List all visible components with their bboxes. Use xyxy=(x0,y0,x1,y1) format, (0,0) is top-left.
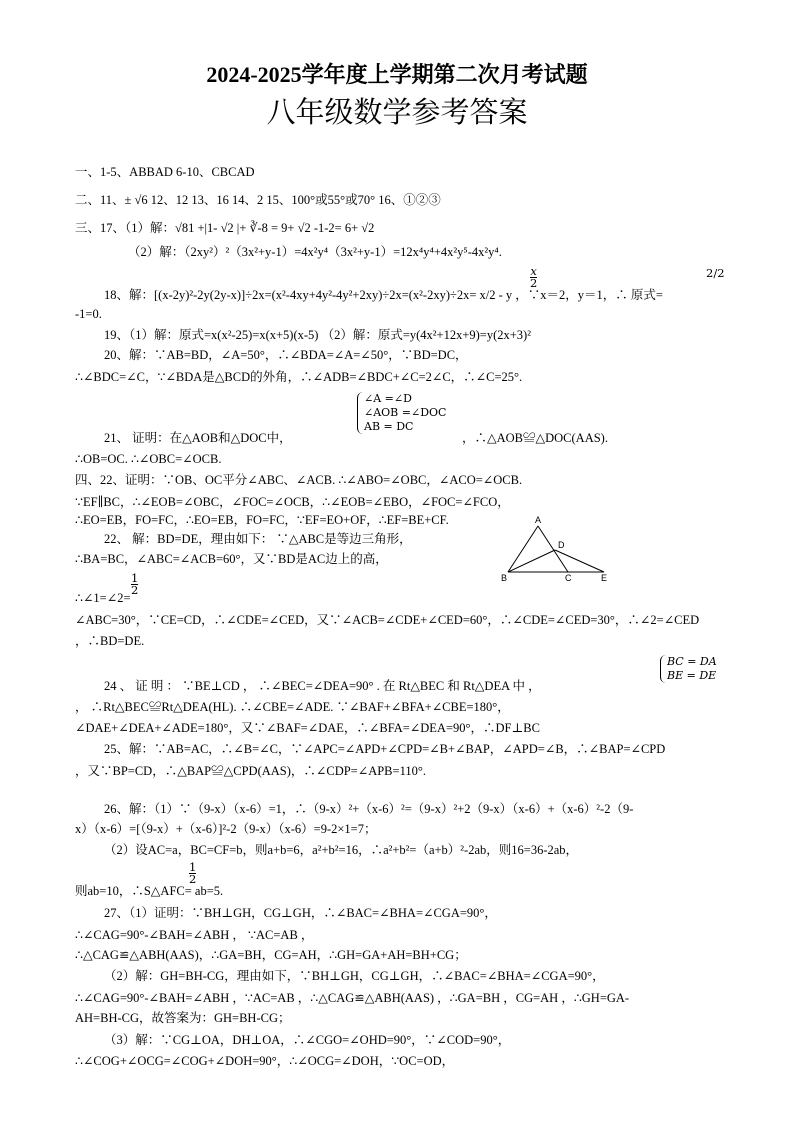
fraction-2-over-2: 2/2 xyxy=(706,266,725,280)
answer-line: 四、22、证明：∵OB、OC平分∠ABC、∠ACB. ∴∠ABO=∠OBC，∠ACO=∠OCB. xyxy=(75,473,523,487)
triangle-figure xyxy=(500,514,616,584)
answer-line: （2）解：GH=BH-CG，理由如下，∵BH⊥GH，CG⊥GH，∴∠BAC=∠BHA=∠CGA=90°， xyxy=(104,969,605,983)
answer-line: 27、（1）证明：∵BH⊥GH，CG⊥GH，∴∠BAC=∠BHA=∠CGA=90°， xyxy=(104,906,497,920)
vertex-label: C xyxy=(565,573,572,583)
q21-condition-system xyxy=(357,392,446,434)
answer-line: 二、11、± √6 12、12 13、16 14、2 15、100°或55°或70° 16、①②③ xyxy=(75,193,441,207)
exam-title: 2024-2025学年度上学期第二次月考试题 xyxy=(206,62,588,87)
answer-line: -1=0. xyxy=(75,307,102,321)
answer-line: 三、17、（1）解：√81 +|1- √2 |+ ∛-8 = 9+ √2 -1-2= 6+ √2 xyxy=(75,221,375,235)
answer-line: ∴OB=OC. ∴∠OBC=∠OCB. xyxy=(75,452,222,466)
fraction-x-over-2: $\frac{x}{2}$ xyxy=(530,264,538,290)
answer-line: ∴∠BDC=∠C，∵∠BDA是△BCD的外角，∴∠ADB=∠BDC+∠C=2∠C，∴∠C=25°. xyxy=(75,370,523,384)
answer-line: AH=BH-CG，故答案为：GH=BH-CG； xyxy=(75,1011,291,1025)
answer-line: （2）解：（2xy²）²（3x²+y-1）=4x²y⁴（3x²+y-1）=12x⁴y⁴+4x²y⁵-4x²y⁴. xyxy=(128,245,502,259)
answer-line: 18、解：[(x-2y)²-2y(2y-x)]÷2x=(x²-4xy+4y²-4y²+2xy)÷2x=(x²-2xy)÷2x= x/2 - y ，∵x＝2，y＝1，∴ 原式= xyxy=(104,288,663,302)
answer-line: 26、解：（1）∵（9-x）（x-6）=1，∴（9-x）²+（x-6）²=（9-x）²+2（9-x）（x-6）+（x-6）²-2（9- xyxy=(104,802,634,816)
fraction-half: $\frac{1}{2}$ xyxy=(131,571,139,597)
answer-line: ，∴BD=DE. xyxy=(75,634,145,648)
system-eq: ∠A =∠D xyxy=(364,392,412,405)
vertex-label: B xyxy=(501,573,508,583)
system-eq: AB = DC xyxy=(364,420,414,433)
answer-line: 19、（1）解：原式=x(x²-25)=x(x+5)(x-5) （2）解：原式=y(4x²+12x+9)=y(2x+3)² xyxy=(104,328,531,342)
answer-line: ∴∠CAG=90°-∠BAH=∠ABH ， ∵AC=AB ， xyxy=(75,928,314,942)
answer-line: ∴BA=BC，∠ABC=∠ACB=60°，又∵BD是AC边上的高， xyxy=(75,552,388,566)
answer-line: 24 、 证 明 ： ∵BE⊥CD ， ∴∠BEC=∠DEA=90° . 在 Rt△BEC 和 Rt△DEA 中 ， xyxy=(104,679,541,693)
answer-line: ∴∠CAG=90°-∠BAH=∠ABH ，∵AC=AB ，∴△CAG≌△ABH(AAS) ，∴GA=BH ，CG=AH ，∴GH=GA- xyxy=(75,991,630,1005)
system-eq: BE = DE xyxy=(667,669,717,682)
answer-line: 20、解：∵AB=BD，∠A=50°，∴∠BDA=∠A=∠50°，∵BD=DC， xyxy=(104,348,468,362)
answer-line: x）（x-6）=[（9-x）+（x-6）]²-2（9-x）（x-6）=9-2×1=7； xyxy=(75,822,377,836)
system-eq: ∠AOB =∠DOC xyxy=(364,406,447,419)
answer-line: 21、 证明：在△AOB和△DOC中， xyxy=(104,431,292,445)
answer-line: 一、1-5、ABBAD 6-10、CBCAD xyxy=(75,165,255,179)
answer-line: ∴△CAG≌△ABH(AAS)，∴GA=BH，CG=AH，∴GH=GA+AH=BH+CG； xyxy=(75,948,467,962)
answer-key-title: 八年级数学参考答案 xyxy=(266,95,528,129)
answer-line: ，又∵BP=CD，∴△BAP≌△CPD(AAS)，∴∠CDP=∠APB=110°. xyxy=(75,764,426,778)
answer-line: ，∴△AOB≌△DOC(AAS). xyxy=(462,431,608,445)
answer-line: ∴EO=EB，FO=FC，∴EO=EB，FO=FC，∵EF=EO+OF，∴EF=BE+CF. xyxy=(75,513,449,527)
answer-line: ∠ABC=30°，∵CE=CD，∴∠CDE=∠CED，又∵∠ACB=∠CDE+∠CED=60°，∴∠CDE=∠CED=30°，∴∠2=∠CED xyxy=(75,613,700,627)
answer-line: 25、解：∵AB=AC，∴∠B=∠C，∵∠APC=∠APD+∠CPD=∠B+∠BAP，∠APD=∠B，∴∠BAP=∠CPD xyxy=(104,742,666,756)
q24-condition-system xyxy=(660,655,717,683)
answer-line: ∴∠COG+∠OCG=∠COG+∠DOH=90°，∴∠OCG=∠DOH，∵OC=OD， xyxy=(75,1054,455,1068)
answer-line: 22、 解：BD=DE，理由如下： ∵△ABC是等边三角形， xyxy=(104,532,412,546)
answer-line: ∴∠1=∠2= xyxy=(75,591,131,605)
answer-line: （2）设AC=a，BC=CF=b，则a+b=6，a²+b²=16，∴a²+b²=（a+b）²-2ab，则16=36-2ab， xyxy=(104,843,579,857)
system-eq: BC = DA xyxy=(667,655,717,668)
answer-line: ， ∴Rt△BEC≌Rt△DEA(HL). ∴∠CBE=∠ADE. ∵∠BAF+∠BFA+∠CBE=180°， xyxy=(75,700,510,714)
vertex-label: A xyxy=(535,515,542,525)
answer-line: （3）解：∵CG⊥OA，DH⊥OA，∴∠CGO=∠OHD=90°，∵∠COD=90°， xyxy=(104,1033,511,1047)
answer-line: 则ab=10，∴S△AFC= ab=5. xyxy=(75,884,224,898)
answer-line: ∠DAE+∠DEA+∠ADE=180°，又∵∠BAF=∠DAE，∴∠BFA=∠DEA=90°，∴DF⊥BC xyxy=(75,721,540,735)
answer-line: ∵EF∥BC，∴∠EOB=∠OBC，∠FOC=∠OCB，∴∠EOB=∠EBO，∠FOC=∠FCO， xyxy=(75,495,510,509)
vertex-label: E xyxy=(601,573,608,583)
vertex-label: D xyxy=(558,540,565,550)
fraction-half: $\frac{1}{2}$ xyxy=(189,860,197,886)
